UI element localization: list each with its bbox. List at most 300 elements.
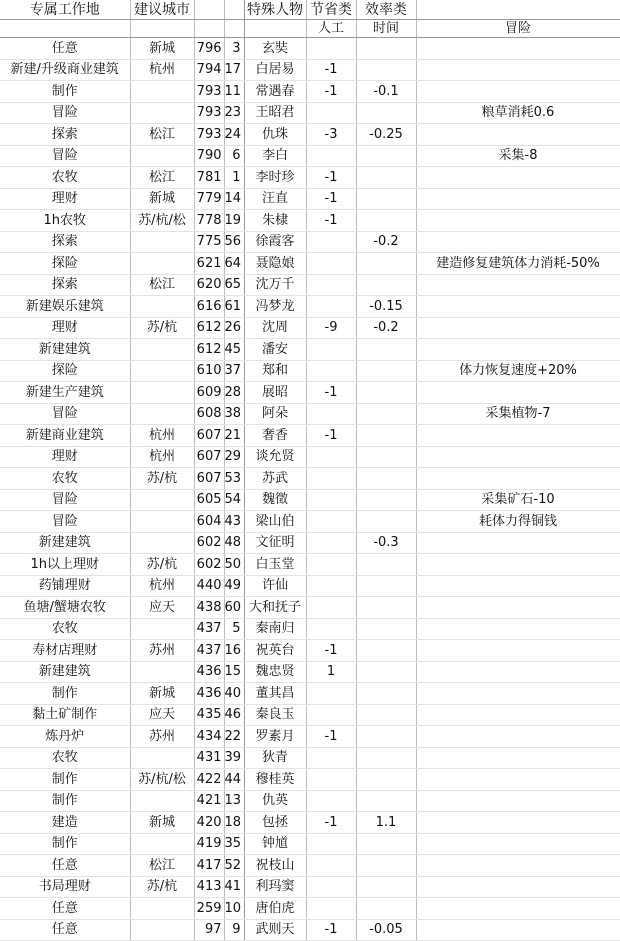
cell-person: 仇英 <box>244 790 306 812</box>
cell-work-place: 制作 <box>0 81 130 103</box>
header-efficiency: 效率类 <box>356 0 416 20</box>
cell-adventure <box>416 167 620 189</box>
header-efficiency-sub: 时间 <box>356 20 416 38</box>
cell-city: 松江 <box>130 167 194 189</box>
cell-efficiency <box>356 59 416 81</box>
cell-adventure <box>416 317 620 339</box>
cell-work-place: 建造 <box>0 812 130 834</box>
table-row <box>0 317 620 339</box>
table-row <box>0 833 620 855</box>
header-person-sub <box>244 20 306 38</box>
cell-city <box>130 231 194 253</box>
cell-person: 朱棣 <box>244 210 306 232</box>
table-row <box>0 210 620 232</box>
cell-work-place: 任意 <box>0 855 130 877</box>
cell-score: 781 <box>194 167 224 189</box>
cell-score: 605 <box>194 489 224 511</box>
cell-score: 609 <box>194 382 224 404</box>
table-row <box>0 532 620 554</box>
cell-city <box>130 790 194 812</box>
cell-save <box>306 360 356 382</box>
cell-adventure <box>416 790 620 812</box>
cell-person: 秦良玉 <box>244 704 306 726</box>
cell-work-place: 黏土矿制作 <box>0 704 130 726</box>
cell-work-place: 寿材店理财 <box>0 640 130 662</box>
cell-score: 434 <box>194 726 224 748</box>
cell-score: 421 <box>194 790 224 812</box>
table-row <box>0 554 620 576</box>
cell-save <box>306 38 356 60</box>
cell-efficiency <box>356 704 416 726</box>
cell-city: 新城 <box>130 812 194 834</box>
cell-rank: 18 <box>224 812 244 834</box>
cell-person: 利玛窦 <box>244 876 306 898</box>
header-gap-sub <box>224 20 244 38</box>
cell-score: 259 <box>194 898 224 920</box>
cell-adventure <box>416 231 620 253</box>
cell-adventure: 采集植物-7 <box>416 403 620 425</box>
table-row <box>0 274 620 296</box>
cell-score: 437 <box>194 618 224 640</box>
cell-work-place: 理财 <box>0 446 130 468</box>
cell-person: 魏忠贤 <box>244 661 306 683</box>
cell-efficiency <box>356 726 416 748</box>
cell-person: 祝英台 <box>244 640 306 662</box>
cell-save: -1 <box>306 382 356 404</box>
header-city-sub <box>130 20 194 38</box>
cell-save: -1 <box>306 726 356 748</box>
table-row <box>0 102 620 124</box>
header-work-place-sub <box>0 20 130 38</box>
table-row <box>0 360 620 382</box>
cell-efficiency <box>356 145 416 167</box>
cell-score: 794 <box>194 59 224 81</box>
header-adventure-top <box>416 0 620 20</box>
cell-save: -3 <box>306 124 356 146</box>
cell-person: 展昭 <box>244 382 306 404</box>
cell-save <box>306 511 356 533</box>
cell-save <box>306 296 356 318</box>
cell-person: 武则天 <box>244 919 306 941</box>
cell-save <box>306 790 356 812</box>
cell-city <box>130 618 194 640</box>
table-row <box>0 145 620 167</box>
cell-efficiency <box>356 855 416 877</box>
cell-score: 413 <box>194 876 224 898</box>
cell-save <box>306 618 356 640</box>
cell-adventure <box>416 188 620 210</box>
cell-city <box>130 81 194 103</box>
cell-adventure <box>416 726 620 748</box>
cell-adventure <box>416 747 620 769</box>
cell-adventure <box>416 532 620 554</box>
cell-score: 616 <box>194 296 224 318</box>
cell-city: 苏/杭/松 <box>130 210 194 232</box>
cell-efficiency <box>356 575 416 597</box>
cell-save: -1 <box>306 210 356 232</box>
cell-efficiency <box>356 360 416 382</box>
cell-rank: 52 <box>224 855 244 877</box>
cell-city <box>130 102 194 124</box>
cell-score: 436 <box>194 683 224 705</box>
cell-city: 新城 <box>130 188 194 210</box>
header-gap <box>224 0 244 20</box>
header-save: 节省类 <box>306 0 356 20</box>
cell-score: 438 <box>194 597 224 619</box>
table-row <box>0 769 620 791</box>
cell-save <box>306 446 356 468</box>
cell-rank: 46 <box>224 704 244 726</box>
cell-rank: 17 <box>224 59 244 81</box>
cell-work-place: 新建建筑 <box>0 339 130 361</box>
cell-person: 狄青 <box>244 747 306 769</box>
cell-person: 秦南归 <box>244 618 306 640</box>
cell-city <box>130 919 194 941</box>
cell-work-place: 新建建筑 <box>0 661 130 683</box>
cell-person: 白居易 <box>244 59 306 81</box>
table-row <box>0 597 620 619</box>
cell-adventure: 耗体力得铜钱 <box>416 511 620 533</box>
cell-city <box>130 511 194 533</box>
cell-work-place: 农牧 <box>0 747 130 769</box>
cell-work-place: 探索 <box>0 124 130 146</box>
cell-rank: 35 <box>224 833 244 855</box>
cell-efficiency <box>356 876 416 898</box>
cell-city: 应天 <box>130 597 194 619</box>
cell-rank: 50 <box>224 554 244 576</box>
cell-person: 沈周 <box>244 317 306 339</box>
cell-work-place: 农牧 <box>0 167 130 189</box>
cell-save <box>306 102 356 124</box>
cell-work-place: 探险 <box>0 360 130 382</box>
cell-rank: 37 <box>224 360 244 382</box>
cell-city <box>130 747 194 769</box>
cell-rank: 23 <box>224 102 244 124</box>
cell-person: 文征明 <box>244 532 306 554</box>
cell-adventure <box>416 683 620 705</box>
table-row <box>0 575 620 597</box>
cell-rank: 40 <box>224 683 244 705</box>
cell-city: 新城 <box>130 38 194 60</box>
cell-city: 杭州 <box>130 575 194 597</box>
cell-work-place: 探索 <box>0 274 130 296</box>
cell-person: 白玉堂 <box>244 554 306 576</box>
cell-score: 417 <box>194 855 224 877</box>
table-row <box>0 167 620 189</box>
table-row <box>0 726 620 748</box>
table-row <box>0 446 620 468</box>
cell-rank: 60 <box>224 597 244 619</box>
cell-score: 97 <box>194 919 224 941</box>
cell-efficiency: -0.1 <box>356 81 416 103</box>
cell-efficiency: -0.2 <box>356 231 416 253</box>
cell-adventure <box>416 339 620 361</box>
cell-adventure <box>416 210 620 232</box>
cell-save <box>306 769 356 791</box>
cell-score: 793 <box>194 81 224 103</box>
cell-work-place: 制作 <box>0 769 130 791</box>
cell-rank: 29 <box>224 446 244 468</box>
cell-city <box>130 661 194 683</box>
table-row <box>0 188 620 210</box>
cell-city <box>130 296 194 318</box>
cell-rank: 48 <box>224 532 244 554</box>
cell-efficiency <box>356 167 416 189</box>
cell-adventure <box>416 855 620 877</box>
cell-city: 苏/杭 <box>130 876 194 898</box>
cell-person: 李白 <box>244 145 306 167</box>
cell-efficiency <box>356 382 416 404</box>
cell-person: 许仙 <box>244 575 306 597</box>
cell-person: 梁山伯 <box>244 511 306 533</box>
cell-efficiency <box>356 403 416 425</box>
cell-city <box>130 339 194 361</box>
cell-adventure <box>416 81 620 103</box>
cell-save <box>306 747 356 769</box>
cell-score: 607 <box>194 446 224 468</box>
cell-person: 王昭君 <box>244 102 306 124</box>
cell-work-place: 新建娱乐建筑 <box>0 296 130 318</box>
cell-save <box>306 403 356 425</box>
cell-score: 422 <box>194 769 224 791</box>
table-row <box>0 489 620 511</box>
cell-city: 应天 <box>130 704 194 726</box>
cell-efficiency <box>356 489 416 511</box>
table-row <box>0 683 620 705</box>
cell-person: 董其昌 <box>244 683 306 705</box>
cell-person: 魏徵 <box>244 489 306 511</box>
cell-city: 苏州 <box>130 726 194 748</box>
cell-city: 松江 <box>130 274 194 296</box>
cell-efficiency <box>356 790 416 812</box>
cell-rank: 5 <box>224 618 244 640</box>
cell-efficiency <box>356 597 416 619</box>
cell-rank: 6 <box>224 145 244 167</box>
cell-city <box>130 360 194 382</box>
cell-adventure <box>416 704 620 726</box>
cell-efficiency: -0.2 <box>356 317 416 339</box>
cell-score: 431 <box>194 747 224 769</box>
cell-score: 604 <box>194 511 224 533</box>
table-row <box>0 59 620 81</box>
cell-work-place: 探险 <box>0 253 130 275</box>
cell-save: -9 <box>306 317 356 339</box>
cell-adventure <box>416 274 620 296</box>
cell-efficiency: -0.25 <box>356 124 416 146</box>
cell-rank: 39 <box>224 747 244 769</box>
cell-rank: 22 <box>224 726 244 748</box>
cell-city: 杭州 <box>130 446 194 468</box>
table-row <box>0 81 620 103</box>
cell-score: 435 <box>194 704 224 726</box>
cell-person: 大和抚子 <box>244 597 306 619</box>
cell-adventure: 采集-8 <box>416 145 620 167</box>
cell-work-place: 1h农牧 <box>0 210 130 232</box>
cell-score: 602 <box>194 532 224 554</box>
cell-work-place: 理财 <box>0 188 130 210</box>
table-row <box>0 468 620 490</box>
table-row <box>0 425 620 447</box>
table-row <box>0 253 620 275</box>
cell-rank: 19 <box>224 210 244 232</box>
header-work-place: 专属工作地 <box>0 0 130 20</box>
cell-work-place: 任意 <box>0 38 130 60</box>
cell-person: 沈万千 <box>244 274 306 296</box>
cell-adventure <box>416 769 620 791</box>
cell-person: 玄奘 <box>244 38 306 60</box>
cell-adventure: 粮草消耗0.6 <box>416 102 620 124</box>
cell-efficiency <box>356 618 416 640</box>
cell-adventure <box>416 382 620 404</box>
cell-rank: 3 <box>224 38 244 60</box>
cell-city <box>130 382 194 404</box>
cell-city: 松江 <box>130 855 194 877</box>
cell-rank: 24 <box>224 124 244 146</box>
cell-person: 常遇春 <box>244 81 306 103</box>
cell-save <box>306 554 356 576</box>
table-row <box>0 640 620 662</box>
cell-efficiency <box>356 38 416 60</box>
cell-city: 苏州 <box>130 640 194 662</box>
table-row <box>0 898 620 920</box>
cell-save <box>306 855 356 877</box>
cell-work-place: 冒险 <box>0 403 130 425</box>
cell-efficiency: -0.3 <box>356 532 416 554</box>
cell-adventure <box>416 296 620 318</box>
cell-work-place: 探索 <box>0 231 130 253</box>
cell-efficiency <box>356 274 416 296</box>
cell-efficiency <box>356 898 416 920</box>
cell-adventure <box>416 661 620 683</box>
cell-rank: 49 <box>224 575 244 597</box>
cell-city: 苏/杭/松 <box>130 769 194 791</box>
cell-score: 779 <box>194 188 224 210</box>
cell-save <box>306 145 356 167</box>
cell-rank: 44 <box>224 769 244 791</box>
cell-score: 620 <box>194 274 224 296</box>
cell-score: 440 <box>194 575 224 597</box>
cell-rank: 64 <box>224 253 244 275</box>
cell-adventure <box>416 597 620 619</box>
cell-rank: 14 <box>224 188 244 210</box>
cell-efficiency: -0.15 <box>356 296 416 318</box>
cell-adventure <box>416 575 620 597</box>
cell-save <box>306 339 356 361</box>
cell-work-place: 冒险 <box>0 489 130 511</box>
cell-save <box>306 231 356 253</box>
cell-rank: 26 <box>224 317 244 339</box>
cell-work-place: 冒险 <box>0 511 130 533</box>
header-city: 建议城市 <box>130 0 194 20</box>
cell-score: 612 <box>194 317 224 339</box>
cell-person: 聂隐娘 <box>244 253 306 275</box>
cell-score: 608 <box>194 403 224 425</box>
cell-save: -1 <box>306 188 356 210</box>
cell-adventure <box>416 876 620 898</box>
cell-score: 621 <box>194 253 224 275</box>
cell-work-place: 冒险 <box>0 102 130 124</box>
table-row <box>0 296 620 318</box>
cell-save <box>306 704 356 726</box>
cell-person: 包拯 <box>244 812 306 834</box>
cell-adventure <box>416 812 620 834</box>
cell-person: 苏武 <box>244 468 306 490</box>
cell-city: 苏/杭 <box>130 554 194 576</box>
table-row <box>0 747 620 769</box>
cell-work-place: 1h以上理财 <box>0 554 130 576</box>
cell-adventure: 建造修复建筑体力消耗-50% <box>416 253 620 275</box>
cell-score: 420 <box>194 812 224 834</box>
cell-person: 冯梦龙 <box>244 296 306 318</box>
cell-save <box>306 898 356 920</box>
cell-work-place: 冒险 <box>0 145 130 167</box>
cell-score: 778 <box>194 210 224 232</box>
cell-efficiency <box>356 210 416 232</box>
cell-work-place: 制作 <box>0 683 130 705</box>
cell-save <box>306 683 356 705</box>
cell-person: 谈允贤 <box>244 446 306 468</box>
cell-rank: 65 <box>224 274 244 296</box>
cell-person: 徐霞客 <box>244 231 306 253</box>
cell-work-place: 理财 <box>0 317 130 339</box>
cell-save: -1 <box>306 59 356 81</box>
cell-work-place: 任意 <box>0 919 130 941</box>
table-row <box>0 124 620 146</box>
cell-city: 苏/杭 <box>130 468 194 490</box>
table-row <box>0 790 620 812</box>
table-row <box>0 812 620 834</box>
cell-efficiency <box>356 253 416 275</box>
cell-work-place: 药铺理财 <box>0 575 130 597</box>
cell-city <box>130 253 194 275</box>
cell-save: -1 <box>306 425 356 447</box>
cell-adventure <box>416 38 620 60</box>
cell-city <box>130 833 194 855</box>
cell-rank: 56 <box>224 231 244 253</box>
cell-rank: 10 <box>224 898 244 920</box>
cell-adventure <box>416 554 620 576</box>
cell-score: 607 <box>194 425 224 447</box>
cell-save: -1 <box>306 167 356 189</box>
table-row <box>0 661 620 683</box>
cell-score: 793 <box>194 102 224 124</box>
cell-person: 罗素月 <box>244 726 306 748</box>
cell-person: 李时珍 <box>244 167 306 189</box>
cell-efficiency <box>356 468 416 490</box>
cell-save: 1 <box>306 661 356 683</box>
cell-city <box>130 489 194 511</box>
cell-person: 仇珠 <box>244 124 306 146</box>
cell-score: 612 <box>194 339 224 361</box>
cell-adventure: 采集矿石-10 <box>416 489 620 511</box>
cell-adventure <box>416 446 620 468</box>
cell-efficiency: -0.05 <box>356 919 416 941</box>
header-row-2 <box>0 20 620 38</box>
cell-score: 419 <box>194 833 224 855</box>
cell-score: 790 <box>194 145 224 167</box>
table-row <box>0 403 620 425</box>
cell-person: 穆桂英 <box>244 769 306 791</box>
cell-rank: 21 <box>224 425 244 447</box>
cell-person: 唐伯虎 <box>244 898 306 920</box>
cell-adventure <box>416 640 620 662</box>
cell-rank: 9 <box>224 919 244 941</box>
cell-person: 钟馗 <box>244 833 306 855</box>
cell-rank: 38 <box>224 403 244 425</box>
cell-save: -1 <box>306 81 356 103</box>
cell-save: -1 <box>306 640 356 662</box>
cell-efficiency <box>356 511 416 533</box>
